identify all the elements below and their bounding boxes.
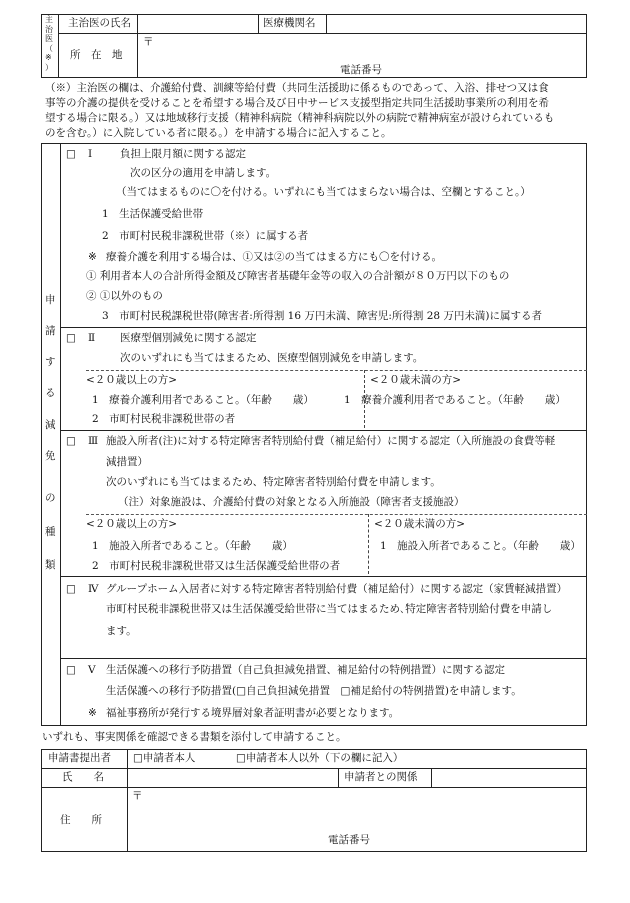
side-vertical-char: 類 [45,559,56,571]
section-5-checkbox[interactable]: □ [66,664,76,676]
submitter-option-self[interactable]: □申請者本人 [133,752,196,764]
section-3-left-head: <２０歳以上の方> [86,518,178,530]
side-vertical-char: 種 [45,526,56,538]
doctor-name-label: 主治医の氏名 [68,17,131,29]
side-vertical-char: 減 [45,419,56,431]
section-2-checkbox[interactable]: □ [66,332,76,344]
section-4-checkbox[interactable]: □ [66,583,76,595]
section-4-number: Ⅳ [88,583,99,595]
section-1-note-mark: ※ [88,251,97,263]
institution-label: 医療機関名 [263,17,316,29]
reduction-side-divider [60,143,61,726]
doctor-inst-divider [326,14,327,33]
section-divider [60,658,587,659]
section-2-left-item2[interactable]: 2 市町村民税非課税世帯の者 [92,413,236,425]
submitter-address-label: 住 所 [60,814,102,826]
section-2-title: 医療型個別減免に関する認定 [120,332,257,344]
doctor-note-line: 事等の介護の提供を受けることを希望する場合及び日中サービス支援型指定共同生活援助事業所の利用を希 [45,97,549,109]
section-divider [60,430,587,431]
doctor-address-label: 所 在 地 [70,49,123,61]
section-2-left-head: <２０歳以上の方> [86,374,178,386]
section-divider [60,576,587,577]
doctor-phone-label: 電話番号 [340,64,382,76]
section-3-dashed-divider [86,514,587,515]
section-1-line2: （当てはまるものに〇を付ける。いずれにも当てはまらない場合は、空欄とすること。） [116,186,531,198]
side-vertical-char: 請 [45,325,56,337]
submitter-name-field[interactable] [129,769,336,786]
section-2-left-item1[interactable]: 1 療養介護利用者であること。（年齢 歳） [92,394,314,406]
section-1-option1[interactable]: ① 利用者本人の合計所得金額及び障害者基礎年金等の収入の合計額が８０万円以下のもの [86,270,510,282]
section-3-title: 施設入所者(注)に対する特定障害者特別給付費（補足給付）に関する認定（入所施設の食費等軽 [106,435,556,447]
section-2-right-head: <２０歳未満の方> [370,374,462,386]
section-5-number: Ⅴ [88,664,96,676]
submitter-phone-label: 電話番号 [328,834,370,846]
submitter-label-divider [127,749,128,852]
section-5-title: 生活保護への移行予防措置（自己負担減免措置、補足給付の特例措置）に関する認定 [106,664,505,676]
doctor-note-line: （※）主治医の欄は、介護給付費、訓練等給付費（共同生活援助に係るものであって、入浴、排せつ又は食 [45,82,549,94]
section-4-line1: 市町村民税非課税世帯又は生活保護受給世帯に当てはまるため､特定障害者特別給付費を申請し [106,603,553,615]
doctor-name-divider [258,14,259,33]
section-3-right-head: <２０歳未満の方> [374,518,466,530]
side-vertical-char: 申 [45,294,56,306]
section-2-right-item1[interactable]: 1 療養介護利用者であること。（年齢 歳） [344,394,566,406]
doctor-side-divider [58,14,59,78]
doctor-note-line: 望する場合に限る。）又は地域移行支援（精神科病院（精神科病院以外の病院で精神病室が設けられているも [45,112,555,124]
side-vertical-char: す [45,356,56,368]
submitter-label: 申請書提出者 [48,752,111,764]
section-1-line1: 次の区分の適用を申請します。 [130,167,277,179]
section-1-item1[interactable]: 1 生活保護受給世帯 [102,208,204,220]
section-3-line1: 次のいずれにも当てはまるため、特定障害者特別給付費を申請します。 [106,476,441,488]
doctor-postal-mark: 〒 [143,36,154,48]
side-vertical-char: の [45,492,56,504]
section-3-title2: 減措置） [106,456,148,468]
section-1-item3[interactable]: 3 市町村民税課税世帯(障害者:所得割 16 万円未満、障害児:所得割 28 万円未満)に属する者 [102,310,543,322]
section-1-option2[interactable]: ② ①以外のもの [86,290,163,302]
submitter-name-label: 氏 名 [62,771,104,783]
section-divider [60,327,587,328]
section-5-note-mark: ※ [88,707,97,719]
section-3-checkbox[interactable]: □ [66,435,76,447]
submitter-postal-mark: 〒 [132,790,143,802]
section-1-note: 療養介護を利用する場合は、①又は②の当てはまる方にも〇を付ける。 [106,251,442,263]
attach-note: いずれも、事実関係を確認できる書類を添付して申請すること。 [42,731,347,743]
section-2-line1: 次のいずれにも当てはまるため、医療型個別減免を申請します。 [120,352,424,364]
submitter-relation-divider [431,768,432,787]
institution-field[interactable] [328,15,585,32]
section-3-age-divider [368,514,369,574]
section-3-right-item1[interactable]: 1 施設入所者であること。（年齢 歳） [380,540,581,552]
doctor-label-divider [137,14,138,78]
submitter-name-divider [338,768,339,787]
section-1-number: Ⅰ [88,148,93,160]
section-1-item2[interactable]: 2 市町村民税非課税世帯（※）に属する者 [102,230,309,242]
section-1-checkbox[interactable]: □ [66,148,76,160]
doctor-side-label: 主 治 医 （ ※ ） [45,15,53,72]
doctor-name-field[interactable] [139,15,256,32]
submitter-option-other[interactable]: □申請者本人以外（下の欄に記入） [236,752,404,764]
section-4-title: グループホーム入居者に対する特定障害者特別給付費（補足給付）に関する認定（家賃軽減措置） [106,583,568,595]
side-vertical-char: 免 [45,450,56,462]
section-3-note: （注）対象施設は、介護給付費の対象となる入所施設（障害者支援施設） [118,496,465,508]
section-1-title: 負担上限月額に関する認定 [120,148,246,160]
section-2-dashed-divider [86,370,587,371]
section-4-line2: ます。 [106,625,137,637]
section-5-line1[interactable]: 生活保護への移行予防措置(□自己負担減免措置 □補足給付の特例措置)を申請します。 [106,685,522,697]
submitter-relation-field[interactable] [433,769,585,786]
doctor-note-line: のを含む。）に入院している者に限る。）を申請する場合に記入すること。 [45,127,392,139]
section-3-left-item1[interactable]: 1 施設入所者であること。（年齢 歳） [92,540,293,552]
section-2-number: Ⅱ [88,332,96,344]
side-vertical-char: る [45,387,56,399]
section-5-note: 福祉事務所が発行する境界層対象者証明書が必要となります。 [106,707,400,719]
submitter-relation-label: 申請者との関係 [344,771,418,783]
section-3-left-item2[interactable]: 2 市町村民税非課税世帯又は生活保護受給世帯の者 [92,560,341,572]
section-3-number: Ⅲ [88,435,99,447]
